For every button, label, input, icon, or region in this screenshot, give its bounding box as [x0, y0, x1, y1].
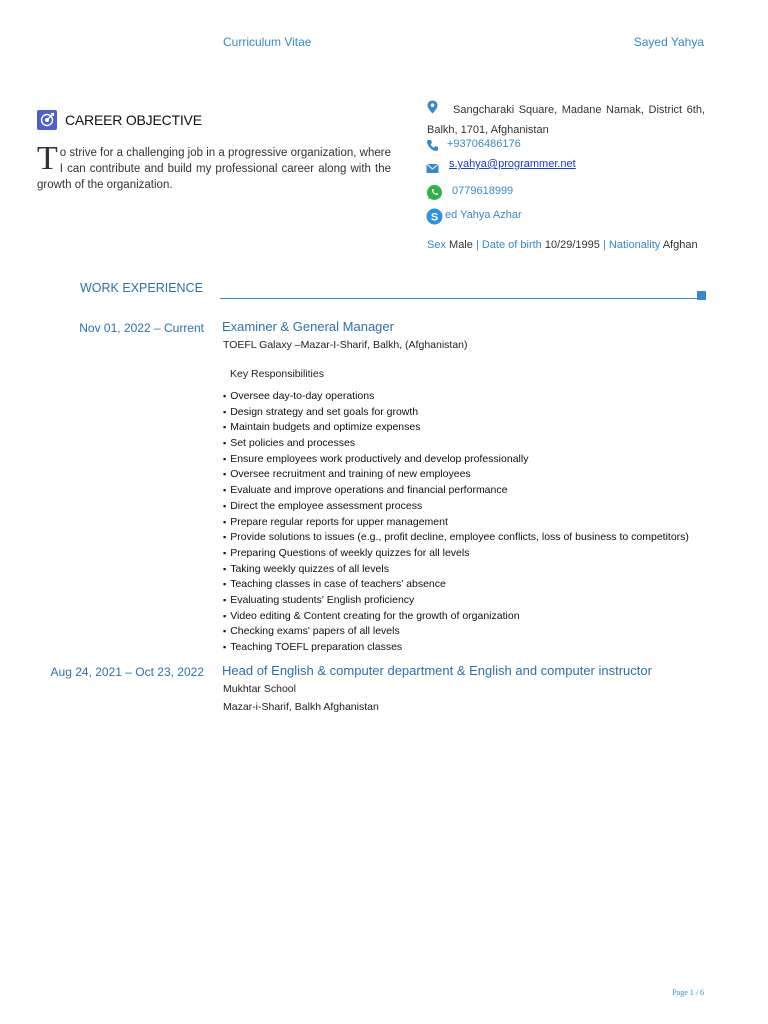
list-item: ▪ Set policies and processes: [223, 436, 689, 452]
sex-value: Male: [449, 239, 473, 251]
list-item: ▪ Video editing & Content creating for the growth of organization: [223, 609, 689, 625]
job-organization: TOEFL Galaxy –Mazar-I-Sharif, Balkh, (Afghanistan): [223, 339, 468, 351]
whatsapp-icon: [426, 184, 443, 201]
nationality-value: Afghan: [662, 239, 698, 251]
email-link[interactable]: s.yahya@programmer.net: [449, 158, 576, 170]
list-item: ▪ Evaluate and improve operations and financial performance: [223, 483, 689, 499]
section-divider: [220, 298, 698, 299]
list-item: ▪ Direct the employee assessment process: [223, 499, 689, 515]
job-title: Head of English & computer department & English and computer instructor: [222, 663, 652, 678]
list-item: ▪ Oversee day-to-day operations: [223, 389, 689, 405]
drop-cap: T: [37, 140, 58, 177]
list-item: ▪ Oversee recruitment and training of new employees: [223, 467, 689, 483]
nationality-label: Nationality: [608, 239, 661, 251]
list-item: ▪ Evaluating students' English proficiency: [223, 593, 689, 609]
list-item: ▪ Preparing Questions of weekly quizzes for all levels: [223, 546, 689, 562]
separator: |: [602, 239, 606, 251]
work-experience-heading: WORK EXPERIENCE: [80, 281, 203, 295]
address-text: Sangcharaki Square, Madane Namak, District 6th, Balkh, 1701, Afghanistan: [427, 104, 705, 136]
list-item: ▪ Teaching classes in case of teachers' absence: [223, 577, 689, 593]
header-name: Sayed Yahya: [633, 35, 704, 49]
career-objective-heading: CAREER OBJECTIVE: [65, 112, 202, 128]
list-item: ▪ Taking weekly quizzes of all levels: [223, 562, 689, 578]
skype-name[interactable]: ed Yahya Azhar: [445, 209, 522, 221]
list-item: ▪ Provide solutions to issues (e.g., profit decline, employee conflicts, loss of business to competitors): [223, 530, 689, 546]
job-dates: Nov 01, 2022 – Current: [79, 321, 204, 335]
whatsapp-number[interactable]: 0779618999: [452, 185, 514, 197]
list-item: ▪ Teaching TOEFL preparation classes: [223, 640, 689, 656]
objective-body: o strive for a challenging job in a progressive organization, where I can contribute and build my professional career along with the growth of the organization.: [37, 147, 391, 191]
page-number: Page 1 / 6: [672, 988, 704, 997]
list-item: ▪ Ensure employees work productively and develop professionally: [223, 452, 689, 468]
list-item: ▪ Checking exams' papers of all levels: [223, 624, 689, 640]
header-doc-type: Curriculum Vitae: [223, 35, 312, 49]
list-item: ▪ Maintain budgets and optimize expenses: [223, 420, 689, 436]
list-item: ▪ Design strategy and set goals for growth: [223, 405, 689, 421]
job-organization: Mukhtar School: [223, 683, 296, 695]
job-title: Examiner & General Manager: [222, 319, 394, 334]
sex-label: Sex: [427, 239, 446, 251]
phone-number[interactable]: +93706486176: [447, 138, 521, 150]
responsibilities-heading: Key Responsibilities: [230, 368, 324, 380]
separator: |: [475, 239, 479, 251]
responsibilities-list: [223, 389, 689, 656]
personal-info: [427, 239, 698, 251]
phone-icon: [426, 139, 439, 152]
job-location: Mazar-i-Sharif, Balkh Afghanistan: [223, 701, 379, 713]
skype-icon: [426, 208, 443, 225]
svg-text:S: S: [430, 211, 439, 224]
location-pin-icon: [426, 100, 439, 113]
address: [427, 100, 705, 140]
dob-label: Date of birth: [481, 239, 542, 251]
list-item: ▪ Prepare regular reports for upper management: [223, 515, 689, 531]
target-icon: [37, 110, 57, 130]
job-dates: Aug 24, 2021 – Oct 23, 2022: [50, 665, 204, 679]
envelope-icon: [426, 161, 439, 174]
divider-square-icon: [697, 291, 706, 300]
career-objective-text: [37, 140, 391, 193]
dob-value: 10/29/1995: [544, 239, 600, 251]
